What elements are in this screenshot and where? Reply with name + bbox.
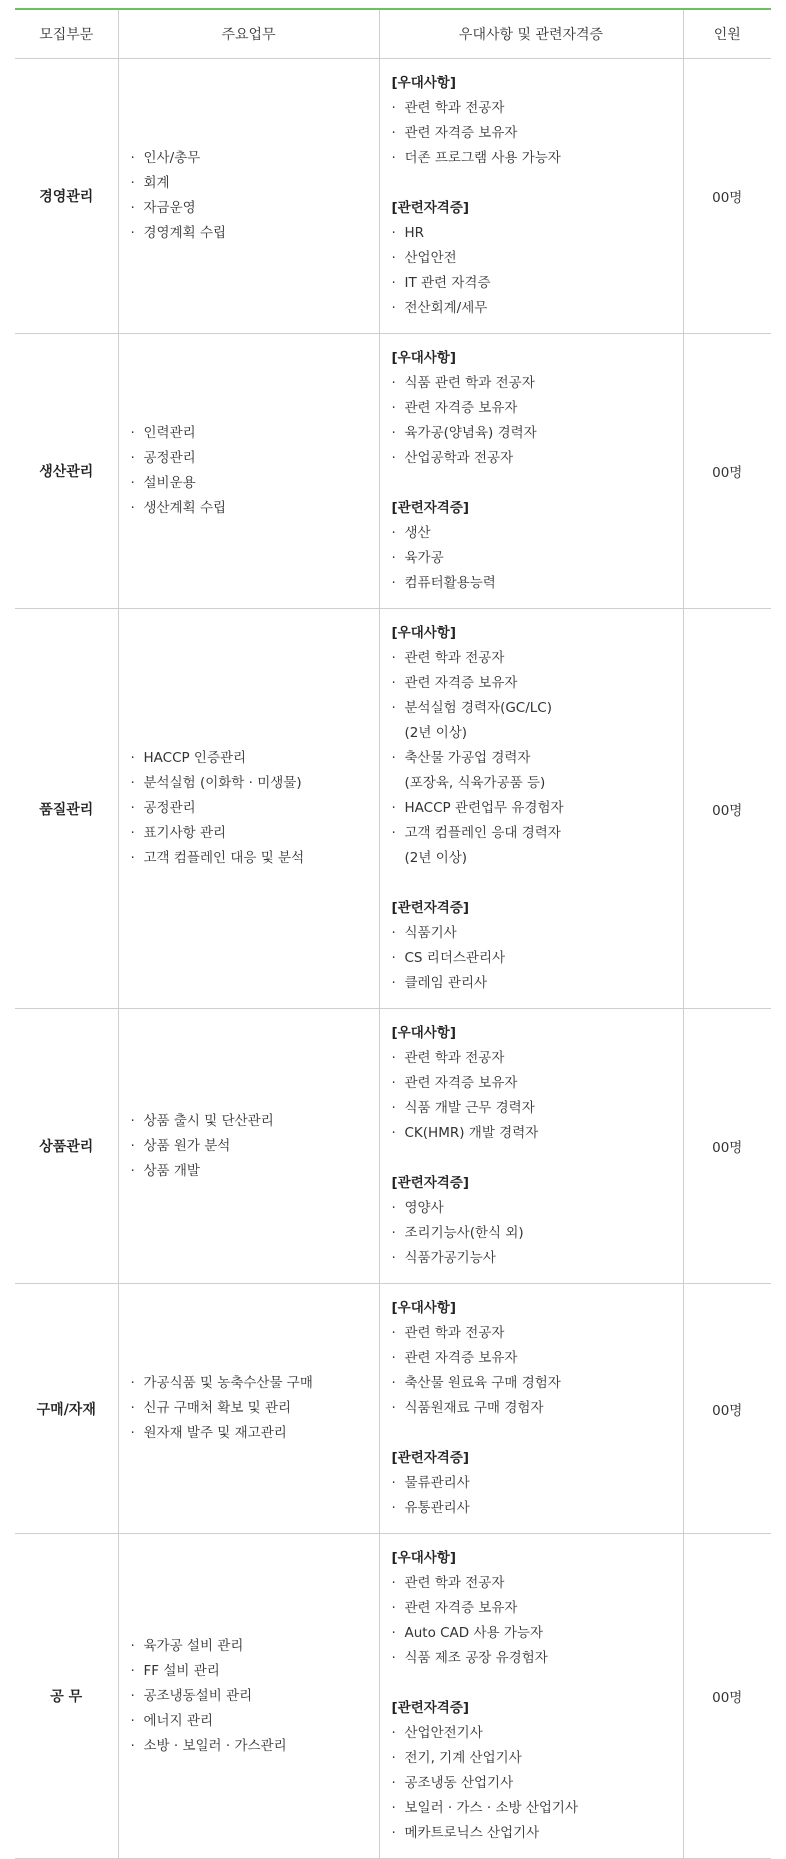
table-row bbox=[15, 609, 771, 1009]
duty-item bbox=[131, 1709, 379, 1734]
duty-item bbox=[131, 1634, 379, 1659]
spacer bbox=[392, 1671, 683, 1696]
table-row bbox=[15, 1009, 771, 1284]
pref-title: [우대사항] bbox=[391, 625, 457, 641]
cert-text: CS 리더스관리사 bbox=[404, 950, 506, 966]
pref-item bbox=[392, 146, 683, 171]
duty-text: HACCP 인증관리 bbox=[143, 750, 247, 766]
bullet: · bbox=[391, 400, 396, 416]
duty-item bbox=[131, 221, 379, 246]
pref-item bbox=[392, 96, 683, 121]
spacer bbox=[392, 871, 683, 896]
qualifications-cell bbox=[379, 334, 683, 609]
bullet: · bbox=[391, 1100, 396, 1116]
cert-text: 컴퓨터활용능력 bbox=[404, 575, 496, 591]
duty-text: 공정관리 bbox=[143, 800, 196, 816]
bullet: · bbox=[130, 1737, 135, 1754]
bullet: · bbox=[391, 1350, 396, 1366]
dept-cell: 생산관리 bbox=[15, 334, 118, 609]
bullet: · bbox=[391, 675, 396, 691]
pref-text: 식품 제조 공장 유경험자 bbox=[404, 1650, 548, 1666]
duty-text: 회계 bbox=[143, 175, 170, 191]
bullet: · bbox=[130, 1375, 135, 1391]
pref-item bbox=[392, 796, 683, 821]
spacer bbox=[392, 171, 683, 196]
pref-text: 더존 프로그램 사용 가능자 bbox=[404, 150, 561, 166]
pref-text: (2년 이상) bbox=[404, 850, 468, 866]
count-cell: 00명 bbox=[683, 1284, 771, 1534]
spacer bbox=[392, 1421, 683, 1446]
pref-title: [우대사항] bbox=[391, 1550, 457, 1566]
duties-cell bbox=[118, 1009, 379, 1284]
duty-item bbox=[131, 1134, 379, 1159]
qualifications-cell bbox=[379, 1009, 683, 1284]
pref-text: 식품원재료 구매 경험자 bbox=[404, 1400, 544, 1416]
pref-item bbox=[392, 396, 683, 421]
duty-text: 상품 원가 분석 bbox=[143, 1137, 231, 1154]
cert-text: 조리기능사(한식 외) bbox=[404, 1225, 524, 1241]
table-row bbox=[15, 59, 771, 334]
pref-text: 고객 컴플레인 응대 경력자 bbox=[404, 825, 561, 841]
bullet: · bbox=[391, 575, 396, 591]
duties-cell bbox=[118, 1534, 379, 1859]
duty-item bbox=[131, 846, 379, 871]
cert-item bbox=[392, 1721, 683, 1746]
cert-item bbox=[392, 1796, 683, 1821]
cert-text: 클레임 관리사 bbox=[404, 975, 488, 991]
bullet: · bbox=[391, 275, 396, 291]
pref-text: (포장육, 식육가공품 등) bbox=[404, 775, 546, 791]
bullet: · bbox=[391, 1325, 396, 1341]
bullet: · bbox=[391, 1050, 396, 1066]
duties-cell bbox=[118, 1284, 379, 1534]
duty-item bbox=[131, 821, 379, 846]
count-cell: 00명 bbox=[683, 609, 771, 1009]
bullet: · bbox=[391, 550, 396, 566]
spacer bbox=[392, 1146, 683, 1171]
bullet: · bbox=[130, 200, 135, 216]
pref-text: 관련 학과 전공자 bbox=[404, 1325, 505, 1341]
duty-item bbox=[131, 1421, 379, 1446]
duty-text: 소방 · 보일러 · 가스관리 bbox=[143, 1737, 287, 1754]
cert-item bbox=[392, 296, 683, 321]
bullet: · bbox=[391, 150, 396, 166]
bullet: · bbox=[391, 525, 396, 541]
pref-text: (2년 이상) bbox=[404, 725, 468, 741]
cert-item bbox=[392, 1746, 683, 1771]
pref-text: 관련 자격증 보유자 bbox=[404, 400, 518, 416]
bullet: · bbox=[391, 1125, 396, 1141]
qualifications-cell bbox=[379, 1284, 683, 1534]
bullet: · bbox=[391, 825, 396, 841]
dept-cell: 공 무 bbox=[15, 1534, 118, 1859]
pref-text: 식품 개발 근무 경력자 bbox=[404, 1100, 535, 1116]
dept-cell: 상품관리 bbox=[15, 1009, 118, 1284]
cert-title: [관련자격증] bbox=[391, 1175, 470, 1191]
pref-title: [우대사항] bbox=[391, 1025, 457, 1041]
duty-text: 공조냉동설비 관리 bbox=[143, 1687, 253, 1704]
duty-item bbox=[131, 1371, 379, 1396]
bullet: · bbox=[130, 1112, 135, 1129]
cert-text: 물류관리사 bbox=[404, 1475, 470, 1491]
duty-text: 상품 출시 및 단산관리 bbox=[143, 1112, 274, 1129]
cert-text: 보일러 · 가스 · 소방 산업기사 bbox=[404, 1800, 578, 1816]
pref-item bbox=[392, 1596, 683, 1621]
bullet: · bbox=[130, 1637, 135, 1654]
bullet: · bbox=[391, 1825, 396, 1841]
pref-title: [우대사항] bbox=[391, 1300, 457, 1316]
bullet: · bbox=[130, 450, 135, 466]
cert-text: IT 관련 자격증 bbox=[404, 275, 491, 291]
pref-item bbox=[392, 821, 683, 846]
duty-item bbox=[131, 496, 379, 521]
duty-item bbox=[131, 1109, 379, 1134]
duty-text: 설비운용 bbox=[143, 475, 196, 491]
cert-item bbox=[392, 571, 683, 596]
cert-item bbox=[392, 546, 683, 571]
bullet: · bbox=[130, 225, 135, 241]
bullet: · bbox=[391, 800, 396, 816]
duty-text: 자금운영 bbox=[143, 200, 196, 216]
cert-item bbox=[392, 1821, 683, 1846]
table-row bbox=[15, 334, 771, 609]
bullet: · bbox=[391, 950, 396, 966]
bullet: · bbox=[130, 1687, 135, 1704]
duty-item bbox=[131, 1659, 379, 1684]
cert-title: [관련자격증] bbox=[391, 500, 470, 516]
cert-text: 육가공 bbox=[404, 550, 444, 566]
bullet: · bbox=[130, 150, 135, 166]
qualifications-cell bbox=[379, 1534, 683, 1859]
bullet: · bbox=[391, 1075, 396, 1091]
pref-item bbox=[392, 1071, 683, 1096]
duty-item bbox=[131, 1159, 379, 1184]
bullet: · bbox=[130, 825, 135, 841]
pref-text: 관련 자격증 보유자 bbox=[404, 1600, 518, 1616]
duty-text: 분석실험 (이화학 · 미생물) bbox=[143, 775, 302, 791]
count-cell: 00명 bbox=[683, 59, 771, 334]
bullet: · bbox=[391, 1500, 396, 1516]
pref-item bbox=[392, 846, 683, 871]
dept-cell: 구매/자재 bbox=[15, 1284, 118, 1534]
bullet: · bbox=[130, 850, 135, 866]
table-header-row bbox=[15, 9, 771, 59]
duty-text: 신규 구매처 확보 및 관리 bbox=[143, 1400, 292, 1416]
cert-text: 영양사 bbox=[404, 1200, 444, 1216]
header-count: 인원 bbox=[683, 9, 771, 59]
pref-text: 관련 자격증 보유자 bbox=[404, 675, 518, 691]
qualifications-cell bbox=[379, 59, 683, 334]
cert-text: 산업안전 bbox=[404, 250, 457, 266]
pref-text: 관련 자격증 보유자 bbox=[404, 1350, 518, 1366]
bullet: · bbox=[130, 175, 135, 191]
bullet: · bbox=[130, 800, 135, 816]
cert-text: 메카트로닉스 산업기사 bbox=[404, 1825, 540, 1841]
pref-text: 축산물 가공업 경력자 bbox=[404, 750, 531, 766]
duty-item bbox=[131, 771, 379, 796]
cert-item bbox=[392, 246, 683, 271]
duty-text: 에너지 관리 bbox=[143, 1712, 213, 1729]
bullet: · bbox=[130, 1712, 135, 1729]
bullet: · bbox=[391, 100, 396, 116]
cert-text: HR bbox=[404, 225, 425, 241]
bullet: · bbox=[391, 1800, 396, 1816]
pref-text: 분석실험 경력자(GC/LC) bbox=[404, 700, 552, 716]
recruitment-table bbox=[15, 8, 771, 1859]
pref-item bbox=[392, 421, 683, 446]
duty-item bbox=[131, 471, 379, 496]
cert-item bbox=[392, 1771, 683, 1796]
count-cell: 00명 bbox=[683, 334, 771, 609]
duty-item bbox=[131, 446, 379, 471]
pref-item bbox=[392, 746, 683, 771]
pref-item bbox=[392, 1371, 683, 1396]
table-row bbox=[15, 1284, 771, 1534]
bullet: · bbox=[391, 1200, 396, 1216]
cert-text: 공조냉동 산업기사 bbox=[404, 1775, 514, 1791]
cert-item bbox=[392, 971, 683, 996]
bullet: · bbox=[391, 300, 396, 316]
cert-item bbox=[392, 1221, 683, 1246]
duty-item bbox=[131, 171, 379, 196]
bullet: · bbox=[391, 1375, 396, 1391]
bullet: · bbox=[391, 650, 396, 666]
cert-item bbox=[392, 521, 683, 546]
duty-text: 가공식품 및 농축수산물 구매 bbox=[143, 1375, 313, 1391]
pref-text: 육가공(양념육) 경력자 bbox=[404, 425, 537, 441]
header-qualifications: 우대사항 및 관련자격증 bbox=[379, 9, 683, 59]
duty-text: 상품 개발 bbox=[143, 1162, 200, 1179]
qualifications-cell bbox=[379, 609, 683, 1009]
bullet: · bbox=[391, 925, 396, 941]
bullet: · bbox=[391, 225, 396, 241]
pref-text: 축산물 원료육 구매 경험자 bbox=[404, 1375, 561, 1391]
duties-cell bbox=[118, 609, 379, 1009]
duty-text: 표기사항 관리 bbox=[143, 825, 227, 841]
cert-item bbox=[392, 921, 683, 946]
cert-item bbox=[392, 1246, 683, 1271]
duty-text: 인사/총무 bbox=[143, 150, 201, 166]
bullet: · bbox=[130, 775, 135, 791]
bullet: · bbox=[130, 1400, 135, 1416]
cert-item bbox=[392, 221, 683, 246]
bullet: · bbox=[391, 750, 396, 766]
cert-text: 유통관리사 bbox=[404, 1500, 470, 1516]
cert-title: [관련자격증] bbox=[391, 900, 470, 916]
bullet: · bbox=[391, 700, 396, 716]
duty-item bbox=[131, 1734, 379, 1759]
cert-item bbox=[392, 1471, 683, 1496]
pref-text: HACCP 관련업무 유경험자 bbox=[404, 800, 564, 816]
pref-item bbox=[392, 446, 683, 471]
pref-item bbox=[392, 1646, 683, 1671]
bullet: · bbox=[391, 1475, 396, 1491]
bullet: · bbox=[130, 750, 135, 766]
pref-text: 관련 학과 전공자 bbox=[404, 1050, 505, 1066]
bullet: · bbox=[130, 425, 135, 441]
pref-text: 산업공학과 전공자 bbox=[404, 450, 514, 466]
table-body bbox=[15, 59, 771, 1859]
cert-text: 전산회계/세무 bbox=[404, 300, 488, 316]
spacer bbox=[392, 471, 683, 496]
duty-item bbox=[131, 1684, 379, 1709]
pref-item bbox=[392, 1621, 683, 1646]
bullet: · bbox=[391, 375, 396, 391]
pref-text: 관련 자격증 보유자 bbox=[404, 125, 518, 141]
cert-title: [관련자격증] bbox=[391, 200, 470, 216]
bullet: · bbox=[130, 475, 135, 491]
pref-item bbox=[392, 1321, 683, 1346]
cert-item bbox=[392, 1496, 683, 1521]
dept-cell: 경영관리 bbox=[15, 59, 118, 334]
bullet: · bbox=[391, 1625, 396, 1641]
pref-item bbox=[392, 1571, 683, 1596]
bullet: · bbox=[391, 1600, 396, 1616]
pref-item bbox=[392, 1346, 683, 1371]
pref-item bbox=[392, 1096, 683, 1121]
cert-text: 식품기사 bbox=[404, 925, 457, 941]
pref-text: 관련 학과 전공자 bbox=[404, 1575, 505, 1591]
cert-text: 전기, 기계 산업기사 bbox=[404, 1750, 522, 1766]
duties-cell bbox=[118, 334, 379, 609]
cert-item bbox=[392, 946, 683, 971]
bullet: · bbox=[391, 450, 396, 466]
pref-item bbox=[392, 1046, 683, 1071]
bullet: · bbox=[391, 125, 396, 141]
pref-item bbox=[392, 371, 683, 396]
cert-title: [관련자격증] bbox=[391, 1700, 470, 1716]
duty-item bbox=[131, 1396, 379, 1421]
duty-text: 인력관리 bbox=[143, 425, 196, 441]
pref-item bbox=[392, 1396, 683, 1421]
bullet: · bbox=[130, 1425, 135, 1441]
cert-text: 생산 bbox=[404, 525, 431, 541]
pref-item bbox=[392, 121, 683, 146]
bullet: · bbox=[130, 1662, 135, 1679]
bullet: · bbox=[391, 1225, 396, 1241]
pref-item bbox=[392, 696, 683, 721]
duty-item bbox=[131, 796, 379, 821]
bullet: · bbox=[391, 1725, 396, 1741]
pref-item bbox=[392, 671, 683, 696]
duty-text: 육가공 설비 관리 bbox=[143, 1637, 244, 1654]
cert-text: 산업안전기사 bbox=[404, 1725, 483, 1741]
duty-text: 원자재 발주 및 재고관리 bbox=[143, 1425, 287, 1441]
duty-item bbox=[131, 146, 379, 171]
bullet: · bbox=[130, 1162, 135, 1179]
duty-item bbox=[131, 421, 379, 446]
pref-text: 관련 자격증 보유자 bbox=[404, 1075, 518, 1091]
bullet: · bbox=[391, 1400, 396, 1416]
cert-item bbox=[392, 271, 683, 296]
header-duties: 주요업무 bbox=[118, 9, 379, 59]
bullet: · bbox=[130, 1137, 135, 1154]
duty-text: 공정관리 bbox=[143, 450, 196, 466]
duty-text: 고객 컴플레인 대응 및 분석 bbox=[143, 850, 305, 866]
pref-text: 관련 학과 전공자 bbox=[404, 650, 505, 666]
count-cell: 00명 bbox=[683, 1009, 771, 1284]
bullet: · bbox=[391, 975, 396, 991]
dept-cell: 품질관리 bbox=[15, 609, 118, 1009]
bullet: · bbox=[391, 250, 396, 266]
pref-title: [우대사항] bbox=[391, 350, 457, 366]
pref-text: Auto CAD 사용 가능자 bbox=[404, 1625, 543, 1641]
bullet: · bbox=[391, 1250, 396, 1266]
pref-text: 식품 관련 학과 전공자 bbox=[404, 375, 535, 391]
duty-item bbox=[131, 196, 379, 221]
duty-text: FF 설비 관리 bbox=[143, 1662, 220, 1679]
duty-text: 생산계획 수립 bbox=[143, 500, 227, 516]
duty-item bbox=[131, 746, 379, 771]
count-cell: 00명 bbox=[683, 1534, 771, 1859]
cert-title: [관련자격증] bbox=[391, 1450, 470, 1466]
cert-text: 식품가공기능사 bbox=[404, 1250, 496, 1266]
table-row bbox=[15, 1534, 771, 1859]
pref-text: 관련 학과 전공자 bbox=[404, 100, 505, 116]
bullet: · bbox=[391, 425, 396, 441]
pref-text: CK(HMR) 개발 경력자 bbox=[404, 1125, 539, 1141]
bullet: · bbox=[391, 1775, 396, 1791]
pref-item bbox=[392, 721, 683, 746]
bullet: · bbox=[130, 500, 135, 516]
cert-item bbox=[392, 1196, 683, 1221]
bullet: · bbox=[391, 1650, 396, 1666]
bullet: · bbox=[391, 1750, 396, 1766]
header-dept: 모집부문 bbox=[15, 9, 118, 59]
pref-item bbox=[392, 771, 683, 796]
duty-text: 경영계획 수립 bbox=[143, 225, 227, 241]
pref-item bbox=[392, 1121, 683, 1146]
pref-item bbox=[392, 646, 683, 671]
bullet: · bbox=[391, 1575, 396, 1591]
duties-cell bbox=[118, 59, 379, 334]
pref-title: [우대사항] bbox=[391, 75, 457, 91]
